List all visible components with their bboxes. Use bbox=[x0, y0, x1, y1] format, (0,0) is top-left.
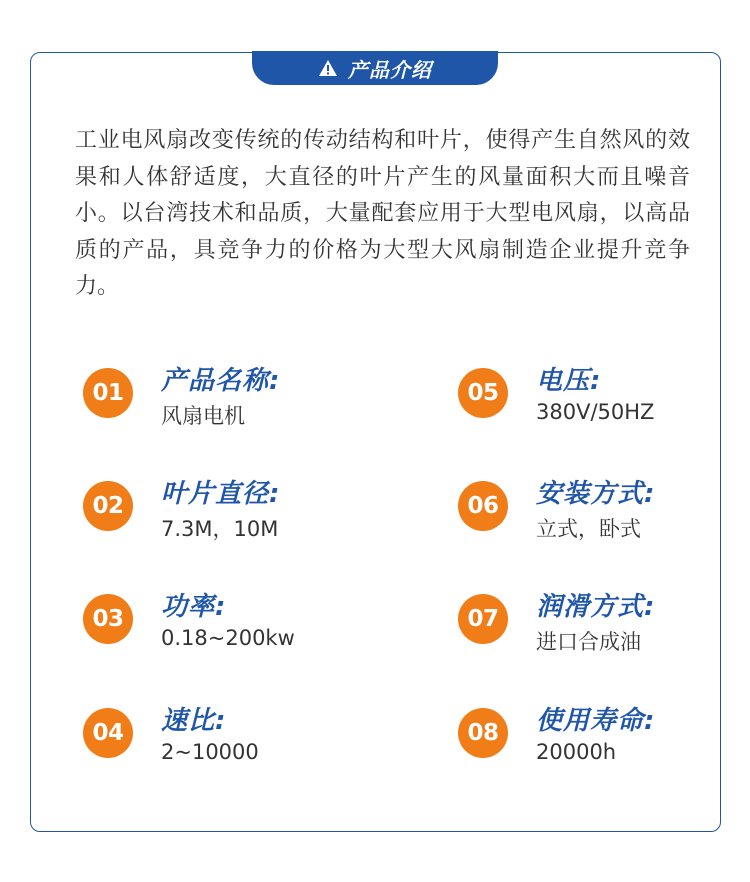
spec-number-badge: 06 bbox=[458, 481, 508, 531]
spec-value: 立式，卧式 bbox=[536, 517, 641, 541]
spec-label: 叶片直径: bbox=[161, 479, 281, 509]
spec-label: 功率: bbox=[161, 592, 227, 622]
spec-item-power bbox=[83, 586, 383, 666]
spec-number-badge: 07 bbox=[458, 594, 508, 644]
spec-label: 电压: bbox=[536, 366, 602, 396]
spec-item-product-name bbox=[83, 360, 383, 440]
spec-label: 安装方式: bbox=[536, 479, 656, 509]
intro-paragraph: 工业电风扇改变传统的传动结构和叶片，使得产生自然风的效果和人体舒适度，大直径的叶片产生的风量面积大而且噪音小。以台湾技术和品质，大量配套应用于大型电风扇，以高品质的产品，具竞争力的价格为大型大风扇制造企业提升竞争力。 bbox=[75, 128, 690, 299]
spec-number-badge: 02 bbox=[83, 481, 133, 531]
spec-value: 进口合成油 bbox=[536, 630, 641, 654]
spec-label: 产品名称: bbox=[161, 366, 281, 396]
spec-value: 7.3M，10M bbox=[161, 517, 279, 541]
spec-value: 380V/50HZ bbox=[536, 400, 655, 424]
spec-item-voltage bbox=[458, 360, 750, 440]
spec-number-badge: 08 bbox=[458, 708, 508, 758]
spec-item-blade-diameter bbox=[83, 473, 383, 553]
spec-value: 0.18~200kw bbox=[161, 626, 295, 650]
section-header-tab bbox=[252, 51, 498, 85]
spec-label: 使用寿命: bbox=[536, 706, 656, 736]
spec-item-speed-ratio bbox=[83, 700, 383, 780]
spec-number-badge: 01 bbox=[83, 368, 133, 418]
spec-item-installation bbox=[458, 473, 750, 553]
spec-number-badge: 05 bbox=[458, 368, 508, 418]
spec-label: 速比: bbox=[161, 706, 227, 736]
spec-value: 2~10000 bbox=[161, 740, 259, 764]
spec-label: 润滑方式: bbox=[536, 592, 656, 622]
spec-item-lubrication bbox=[458, 586, 750, 666]
spec-number-badge: 04 bbox=[83, 708, 133, 758]
warning-icon bbox=[318, 59, 338, 77]
section-title: 产品介绍 bbox=[348, 57, 432, 82]
spec-item-service-life bbox=[458, 700, 750, 780]
spec-number-badge: 03 bbox=[83, 594, 133, 644]
spec-value: 风扇电机 bbox=[161, 404, 245, 428]
spec-value: 20000h bbox=[536, 740, 617, 764]
